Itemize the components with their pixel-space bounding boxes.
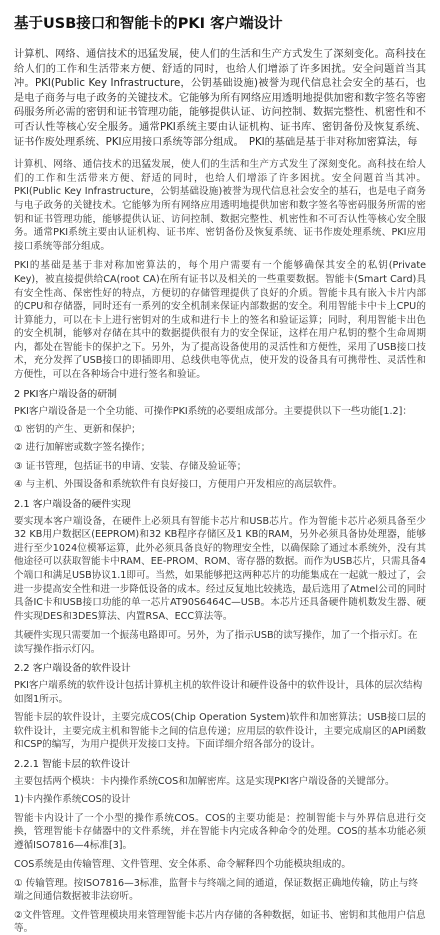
subsection-heading: 1)卡内操作系统COS的设计 xyxy=(14,794,131,806)
list-item: ③ 证书管理，包括证书的申请、安装、存储及验证等； xyxy=(14,460,247,472)
section-heading: 2 PKI客户端设备的研制 xyxy=(14,388,117,400)
list-item: ② 进行加解密或数字签名操作； xyxy=(14,442,151,454)
paragraph: 其硬件实现只需要加一个振荡电路即可。另外，为了指示USB的读写操作，加了一个指示灯。在读写操作指示灯闪。 xyxy=(14,630,418,655)
section-heading: 2.1 客户端设备的硬件实现 xyxy=(14,498,131,510)
paragraph: PKI的基础是基于非对称加密算法的，每个用户需要有一个能够确保其安全的私钥(Private Key)，被直接提供给CA(root CA)在所有证书以及相关的一些重要数据。智能卡(Smart Card)具有安全性高、保密性好的特点，方便切的存储管理提供了良好的介质。智能卡具有嵌入卡片内部的CPU和存储器，同时还有一系列的安全机制来保证内部数据的安全。利用智能卡中卡上CPU的计算能力，可以在卡上进行密钥对的生成和进行卡上的签名和验证运算；同时，利用智能卡出色的安全机制，能够对存储在其中的数据提供很有力的安全保证，这样在用户私钥的整个生命周期内，都处在智能卡的保护之下。另外，为了提高设备使用的灵活性和方便性，采用了USB接口技术，充分发挥了USB接口的即插即用、总线供电等优点，使开发的设备具有可携带性、灵活性和方便性，可以在各种场合中进行签名和验证。 xyxy=(14,260,426,381)
section-heading: 2.2.1 智能卡层的软件设计 xyxy=(14,758,131,770)
paragraph: PKI客户端设备是一个全功能、可操作PKI系统的必要组成部分。主要提供以下一些功能[1.2]： xyxy=(14,405,412,417)
list-item: ① 传输管理。按ISO7816—3标准，监督卡与终端之间的通道，保证数据正确地传输，防止与终端之间通信数据被非法窃听。 xyxy=(14,877,419,903)
paragraph: COS系统是由传输管理、文件管理、安全体系、命令解释四个功能模块组成的。 xyxy=(14,859,351,871)
list-item: ① 密钥的产生、更新和保护； xyxy=(14,424,141,436)
paragraph: 智能卡层的软件设计，主要完成COS(Chip Operation System)软件和加密算法；USB接口层的软件设计，主要完成主机和智能卡之间的信息传递；应用层的软件设计，主要完成扇区的API函数和CSP的编写，为用户提供开发接口支持。下面详细介绍各部分的设计。 xyxy=(14,712,426,751)
paragraph: 计算机、网络、通信技术的迅猛发展，使人们的生活和生产方式发生了深刻变化。高科技在给人们的工作和生活带来方便、舒适的同时，也给人们增添了许多困扰。安全问题首当其冲。PKI(Public Key Infrastructure，公钥基础设施)被誉为现代信息社会安全的基石，也是电子商务与电子政务的关键技术。它能够为所有网络应用透明地提供加密和数字签名等密码服务所需的密钥和证书管理功能，能够提供认证、访问控制、数据完整性、机密性和不可否认性等核心安全服务。通常PKI系统主要由认证机构、证书库、密钥备份及恢复系统、证书作废处理系统、PKI应用接口系统等部分组成。 xyxy=(14,159,426,252)
list-item: ④ 与主机、外围设备和系统软件有良好接口，方便用户开发相应的高层软件。 xyxy=(14,479,343,491)
paragraph: 要实现本客户端设备，在硬件上必须具有智能卡芯片和USB芯片。作为智能卡芯片必须具备至少32 KB用户数据区(EEPROM)和32 KB程序存储区及1 KB的RAM，另外必须具备协处理器，能够进行至少1024位模幂运算，此外必须具备良好的物理安全性，以确保除了通过本系统外，没有其他途径可以获取智能卡中RAM、EE-PROM、ROM、寄存器的数据。而作为USB芯片，只需具备4个端口和满足USB协议1.1即可。当然，如果能够把这两种芯片的功能集成在一起就一般过了，会进一步提高安全性和进一步降低设备的成本。经过反复地比较挑选，最后选用了Atmel公司的同时具备IC卡和USB接口功能的单一芯片AT90S6464C—USB。本芯片还具备硬件随机数发生器、硬件实现DES和3DES算法、内置RSA、ECC算法等。 xyxy=(14,515,426,622)
list-item: ②文件管理。文件管理模块用来管理智能卡芯片内存储的各种数据，如证书、密钥和其他用户信息等。 xyxy=(14,909,426,935)
paragraph: 智能卡内设计了一个小型的操作系统COS。COS的主要功能是：控制智能卡与外界信息进行交换，管理智能卡存储器中的文件系统，并在智能卡内完成各种命令的处理。COS的基本功能必须遵循ISO7816—4标准[3]。 xyxy=(14,812,426,851)
document-title: 基于USB接口和智能卡的PKI 客户端设计 xyxy=(14,16,283,32)
paragraph: 主要包括两个模块：卡内操作系统COS和加解密库。这是实现PKI客户端设备的关键部分。 xyxy=(14,775,395,787)
intro-paragraph: 计算机、网络、通信技术的迅猛发展，使人们的生活和生产方式发生了深刻变化。高科技在给人们的工作和生活带来方便、舒适的同时，也给人们增添了许多困扰。安全问题首当其冲。PKI(Public Key Infrastructure，公钥基础设施)被誉为现代信息社会安全的基石，也是电子商务与电子政务的关键技术。它能够为所有网络应用透明地提供加密和数字签名等密码服务所必需的密钥和证书管理功能，能够提供认证、访问控制、数据完整性、机密性和不可否认性等核心安全服务。通常PKI系统主要由认证机构、证书库、密钥备份及恢复系统、证书作废处理系统、PKI应用接口系统等部分组成。 PKI的基础是基于非对称加密算法，每 xyxy=(14,49,426,148)
paragraph: PKI客户端系统的软件设计包括计算机主机的软件设计和硬件设备中的软件设计，具体的层次结构如图1所示。 xyxy=(14,680,423,705)
section-heading: 2.2 客户端设备的软件设计 xyxy=(14,663,131,675)
